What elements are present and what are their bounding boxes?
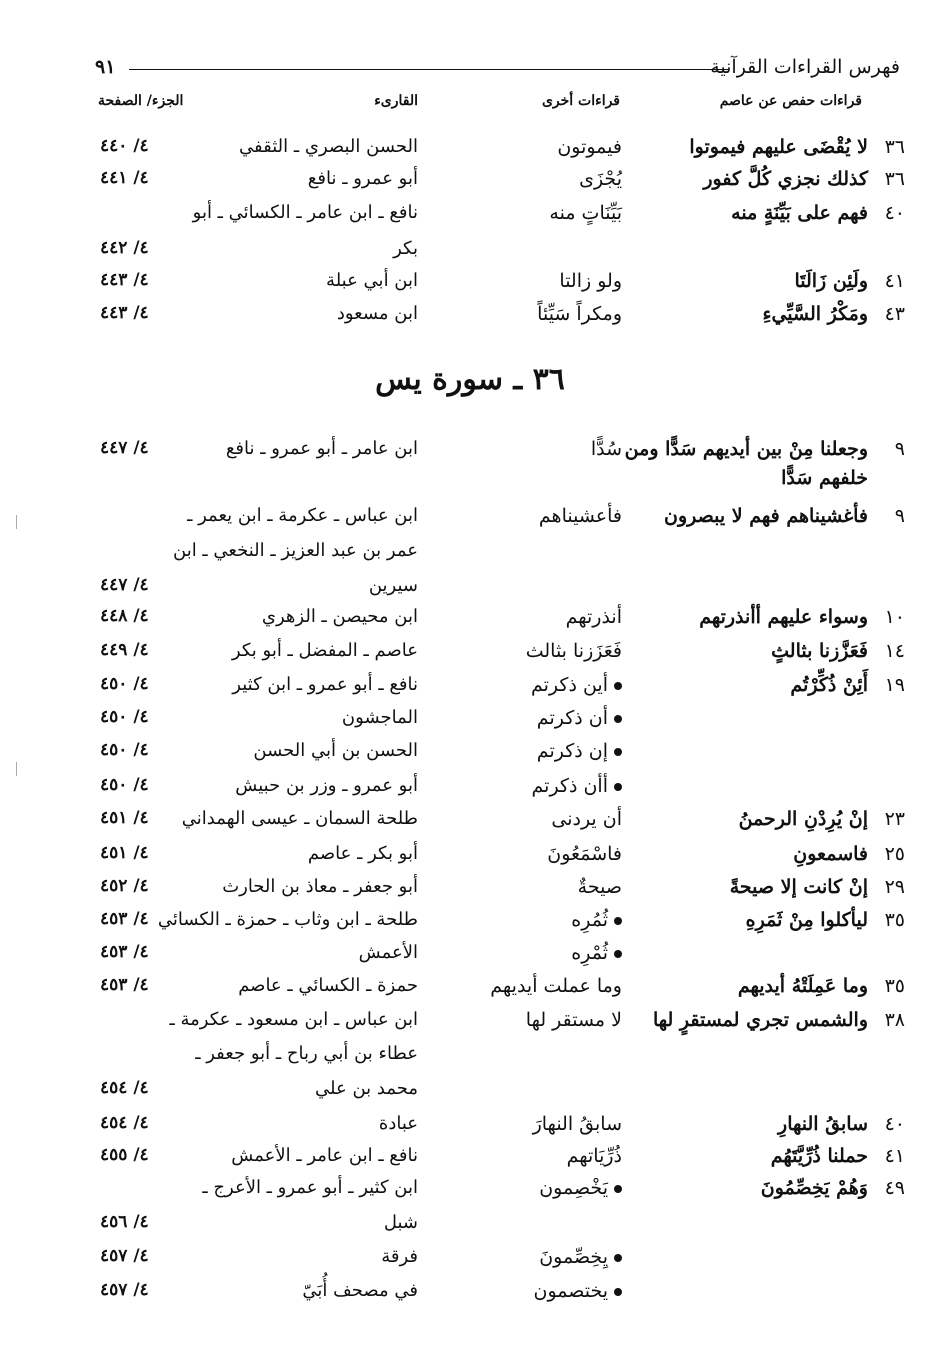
volume-page-ref: ٤/ ٤٤٢ bbox=[100, 238, 149, 258]
other-reading: ذُرِّيَاتهم bbox=[566, 1145, 622, 1167]
hafs-reading: والشمس تجري لمستقرٍ لها bbox=[652, 1009, 868, 1031]
reader-name: الأعمش bbox=[358, 942, 418, 963]
table-row bbox=[0, 1145, 940, 1175]
table-row bbox=[0, 1246, 940, 1276]
other-reading: فاسْمَعُونَ bbox=[547, 843, 622, 865]
table-row bbox=[0, 843, 940, 873]
hafs-reading: ومَكْرُ السَّيِّيءِ bbox=[762, 303, 868, 325]
reader-name: الحسن بن أبي الحسن bbox=[253, 740, 418, 761]
margin-mark bbox=[16, 515, 17, 529]
table-row bbox=[0, 505, 940, 535]
volume-page-ref: ٤/ ٤٤٩ bbox=[100, 640, 149, 660]
other-reading: ثُمُرِه bbox=[571, 909, 622, 931]
other-reading: فيموتون bbox=[557, 136, 622, 158]
bullet-icon bbox=[614, 682, 622, 690]
sura-title: ٣٦ ـ سورة يس bbox=[375, 362, 565, 397]
table-row bbox=[0, 303, 940, 333]
table-row bbox=[0, 808, 940, 838]
bullet-icon bbox=[614, 1288, 622, 1296]
volume-page-ref: ٤/ ٤٥٧ bbox=[100, 1246, 149, 1266]
volume-page-ref: ٤/ ٤٤١ bbox=[100, 168, 149, 188]
table-row bbox=[0, 942, 940, 972]
verse-number: ٣٥ bbox=[884, 909, 905, 931]
header-rule bbox=[129, 69, 728, 70]
other-reading: أأن ذكرتم bbox=[532, 775, 622, 797]
table-row bbox=[0, 238, 940, 268]
volume-page-ref: ٤/ ٤٤٠ bbox=[100, 136, 149, 156]
hafs-reading: أَئِنْ ذُكِّرْتُم bbox=[790, 674, 868, 696]
table-row bbox=[0, 707, 940, 737]
other-reading: أين ذكرتم bbox=[531, 674, 622, 696]
other-reading: ولو زالتا bbox=[559, 270, 622, 292]
bullet-icon bbox=[614, 1185, 622, 1193]
verse-number: ٣٨ bbox=[884, 1009, 905, 1031]
table-row bbox=[0, 775, 940, 805]
bullet-icon bbox=[614, 917, 622, 925]
other-reading: وما عملت أيديهم bbox=[490, 975, 622, 997]
reader-name: فرقة bbox=[381, 1246, 418, 1267]
bullet-icon bbox=[614, 950, 622, 958]
other-reading: أنذرتهم bbox=[565, 606, 622, 628]
reader-name: أبو عمرو ـ نافع bbox=[307, 168, 418, 189]
table-row bbox=[0, 1078, 940, 1108]
other-reading: صيحةٌ bbox=[577, 876, 622, 898]
other-reading: سُدًّا bbox=[590, 438, 622, 460]
volume-page-ref: ٤/ ٤٥٦ bbox=[100, 1212, 149, 1232]
table-row bbox=[0, 1043, 940, 1073]
verse-number: ١٤ bbox=[884, 640, 905, 662]
volume-page-ref: ٤/ ٤٥٠ bbox=[100, 707, 149, 727]
volume-page-ref: ٤/ ٤٥٤ bbox=[100, 1113, 149, 1133]
other-reading: يِخِصِّمونَ bbox=[539, 1246, 622, 1268]
column-header-reader: القارىء bbox=[374, 93, 418, 109]
table-row bbox=[0, 606, 940, 636]
volume-page-ref: ٤/ ٤٥٧ bbox=[100, 1280, 149, 1300]
bullet-icon bbox=[614, 1254, 622, 1262]
verse-number: ١٩ bbox=[884, 674, 905, 696]
table-row bbox=[0, 640, 940, 670]
reader-name: ابن أبي عبلة bbox=[326, 270, 418, 291]
table-row bbox=[0, 740, 940, 770]
table-row bbox=[0, 575, 940, 605]
hafs-reading: خلفهم سَدًّا bbox=[781, 467, 868, 489]
volume-page-ref: ٤/ ٤٥٣ bbox=[100, 942, 149, 962]
other-reading: يُجْزَى bbox=[579, 168, 622, 190]
verse-number: ٣٥ bbox=[884, 975, 905, 997]
volume-page-ref: ٤/ ٤٥٣ bbox=[100, 975, 149, 995]
other-reading: يَخْصِمون bbox=[539, 1177, 622, 1199]
volume-page-ref: ٤/ ٤٤٣ bbox=[100, 270, 149, 290]
volume-page-ref: ٤/ ٤٥٣ bbox=[100, 909, 149, 929]
hafs-reading: كذلك نجزي كُلَّ كفور bbox=[703, 168, 868, 190]
reader-name: نافع ـ ابن عامر ـ الكسائي ـ أبو bbox=[192, 202, 418, 223]
hafs-reading: وَهُمْ يَخِصِّمُونَ bbox=[760, 1177, 868, 1199]
volume-page-ref: ٤/ ٤٥٤ bbox=[100, 1078, 149, 1098]
reader-name: ابن عامر ـ أبو عمرو ـ نافع bbox=[225, 438, 418, 459]
reader-name: عبادة bbox=[378, 1113, 418, 1134]
hafs-reading: إنْ يُرِدْنِ الرحمنُ bbox=[738, 808, 868, 830]
reader-name: ابن مسعود bbox=[336, 303, 418, 324]
hafs-reading: ولَئِن زَالَتَا bbox=[794, 270, 868, 292]
reader-name: الحسن البصري ـ الثقفي bbox=[239, 136, 418, 157]
column-header-hafs: قراءات حفص عن عاصم bbox=[719, 93, 862, 109]
reader-name: نافع ـ ابن عامر ـ الأعمش bbox=[231, 1145, 418, 1166]
verse-number: ٤٣ bbox=[884, 303, 905, 325]
verse-number: ١٠ bbox=[884, 606, 905, 628]
reader-name: بكر bbox=[393, 238, 418, 259]
volume-page-ref: ٤/ ٤٤٨ bbox=[100, 606, 149, 626]
hafs-reading: وسواء عليهم أأنذرتهم bbox=[699, 606, 868, 628]
reader-name: أبو عمرو ـ وزر بن حبيش bbox=[235, 775, 418, 796]
table-row bbox=[0, 540, 940, 570]
other-reading: بَيِّنَاتٍ منه bbox=[549, 202, 622, 224]
column-header-other: قراءات أخرى bbox=[541, 93, 620, 109]
volume-page-ref: ٤/ ٤٥١ bbox=[100, 808, 149, 828]
reader-name: شبل bbox=[383, 1212, 418, 1233]
table-row bbox=[0, 1009, 940, 1039]
running-header bbox=[95, 56, 900, 80]
other-reading: إن ذكرتم bbox=[537, 740, 622, 762]
reader-name: في مصحف أُبَيّ bbox=[302, 1280, 418, 1301]
volume-page-ref: ٤/ ٤٥٠ bbox=[100, 740, 149, 760]
hafs-reading: وجعلنا مِنْ بين أيديهم سَدًّا ومن bbox=[624, 438, 868, 460]
other-reading: فأعشيناهم bbox=[538, 505, 622, 527]
table-row bbox=[0, 202, 940, 232]
reader-name: طلحة السمان ـ عيسى الهمداني bbox=[181, 808, 418, 829]
reader-name: محمد بن علي bbox=[315, 1078, 418, 1099]
other-reading: ومكراً سَيِّئاً bbox=[537, 303, 622, 325]
reader-name: عاصم ـ المفضل ـ أبو بكر bbox=[231, 640, 418, 661]
table-row bbox=[0, 909, 940, 939]
page-number: ٩١ bbox=[95, 56, 116, 78]
other-reading: يختصمون bbox=[533, 1280, 622, 1302]
verse-number: ٣٦ bbox=[884, 136, 905, 158]
hafs-reading: حملنا ذُرِّيَّتَهُم bbox=[770, 1145, 868, 1167]
column-header-ref: الجزء/ الصفحة bbox=[98, 93, 184, 109]
verse-number: ٣٦ bbox=[884, 168, 905, 190]
verse-number: ٢٣ bbox=[884, 808, 905, 830]
hafs-reading: فَعَزَّزنا بثالثٍ bbox=[771, 640, 868, 662]
volume-page-ref: ٤/ ٤٥١ bbox=[100, 843, 149, 863]
verse-number: ٢٩ bbox=[884, 876, 905, 898]
running-title: فهرس القراءات القرآنية bbox=[710, 56, 900, 78]
volume-page-ref: ٤/ ٤٥٥ bbox=[100, 1145, 149, 1165]
hafs-reading: لا يُقْضَى عليهم فيموتوا bbox=[689, 136, 868, 158]
other-reading: ثُمْرِه bbox=[571, 942, 622, 964]
reader-name: عطاء بن أبي رباح ـ أبو جعفر ـ bbox=[195, 1043, 418, 1064]
table-row bbox=[0, 1280, 940, 1310]
volume-page-ref: ٤/ ٤٤٣ bbox=[100, 303, 149, 323]
table-row bbox=[0, 876, 940, 906]
other-reading: فَعَزَزنا بثالث bbox=[525, 640, 622, 662]
reader-name: ابن عباس ـ ابن مسعود ـ عكرمة ـ bbox=[169, 1009, 418, 1030]
table-row bbox=[0, 674, 940, 704]
volume-page-ref: ٤/ ٤٤٧ bbox=[100, 575, 149, 595]
reader-name: طلحة ـ ابن وثاب ـ حمزة ـ الكسائي bbox=[157, 909, 418, 930]
reader-name: عمر بن عبد العزيز ـ النخعي ـ ابن bbox=[173, 540, 418, 561]
hafs-reading: فهم على بَيِّنَةٍ منه bbox=[731, 202, 868, 224]
volume-page-ref: ٤/ ٤٤٧ bbox=[100, 438, 149, 458]
reader-name: ابن كثير ـ أبو عمرو ـ الأعرج ـ bbox=[202, 1177, 418, 1198]
volume-page-ref: ٤/ ٤٥٠ bbox=[100, 775, 149, 795]
verse-number: ٢٥ bbox=[884, 843, 905, 865]
hafs-reading: ليأكلوا مِنْ ثَمَرِهِ bbox=[745, 909, 868, 931]
bullet-icon bbox=[614, 783, 622, 791]
reader-name: الماجشون bbox=[341, 707, 418, 728]
reader-name: ابن عباس ـ عكرمة ـ ابن يعمر ـ bbox=[187, 505, 418, 526]
verse-number: ٤٠ bbox=[884, 1113, 905, 1135]
verse-number: ٩ bbox=[894, 438, 905, 460]
table-row bbox=[0, 1212, 940, 1242]
verse-number: ٤١ bbox=[884, 270, 905, 292]
volume-page-ref: ٤/ ٤٥٠ bbox=[100, 674, 149, 694]
reader-name: حمزة ـ الكسائي ـ عاصم bbox=[238, 975, 418, 996]
hafs-reading: وما عَمِلَتْهُ أيديهم bbox=[737, 975, 868, 997]
table-row bbox=[0, 975, 940, 1005]
hafs-reading: فأغشيناهم فهم لا يبصرون bbox=[664, 505, 868, 527]
bullet-icon bbox=[614, 748, 622, 756]
reader-name: سيرين bbox=[368, 575, 418, 596]
reader-name: نافع ـ أبو عمرو ـ ابن كثير bbox=[232, 674, 418, 695]
reader-name: أبو جعفر ـ معاذ بن الحارث bbox=[222, 876, 418, 897]
table-row bbox=[0, 270, 940, 300]
table-row bbox=[0, 438, 940, 468]
verse-number: ٤١ bbox=[884, 1145, 905, 1167]
volume-page-ref: ٤/ ٤٥٢ bbox=[100, 876, 149, 896]
hafs-reading: إنْ كانت إلا صيحةً bbox=[729, 876, 868, 898]
hafs-reading: فاسمعونِ bbox=[793, 843, 868, 865]
verse-number: ٤٩ bbox=[884, 1177, 905, 1199]
reader-name: أبو بكر ـ عاصم bbox=[307, 843, 418, 864]
table-row bbox=[0, 467, 940, 497]
margin-mark bbox=[16, 762, 17, 776]
table-row bbox=[0, 1177, 940, 1207]
verse-number: ٩ bbox=[894, 505, 905, 527]
table-row bbox=[0, 1113, 940, 1143]
other-reading: لا مستقر لها bbox=[525, 1009, 622, 1031]
bullet-icon bbox=[614, 715, 622, 723]
reader-name: ابن محيصن ـ الزهري bbox=[261, 606, 418, 627]
table-row bbox=[0, 168, 940, 198]
table-row bbox=[0, 136, 940, 166]
other-reading: أن يردنى bbox=[551, 808, 622, 830]
other-reading: أن ذكرتم bbox=[537, 707, 622, 729]
hafs-reading: سابقُ النهارِ bbox=[778, 1113, 868, 1135]
verse-number: ٤٠ bbox=[884, 202, 905, 224]
other-reading: سابقُ النهارَ bbox=[532, 1113, 622, 1135]
